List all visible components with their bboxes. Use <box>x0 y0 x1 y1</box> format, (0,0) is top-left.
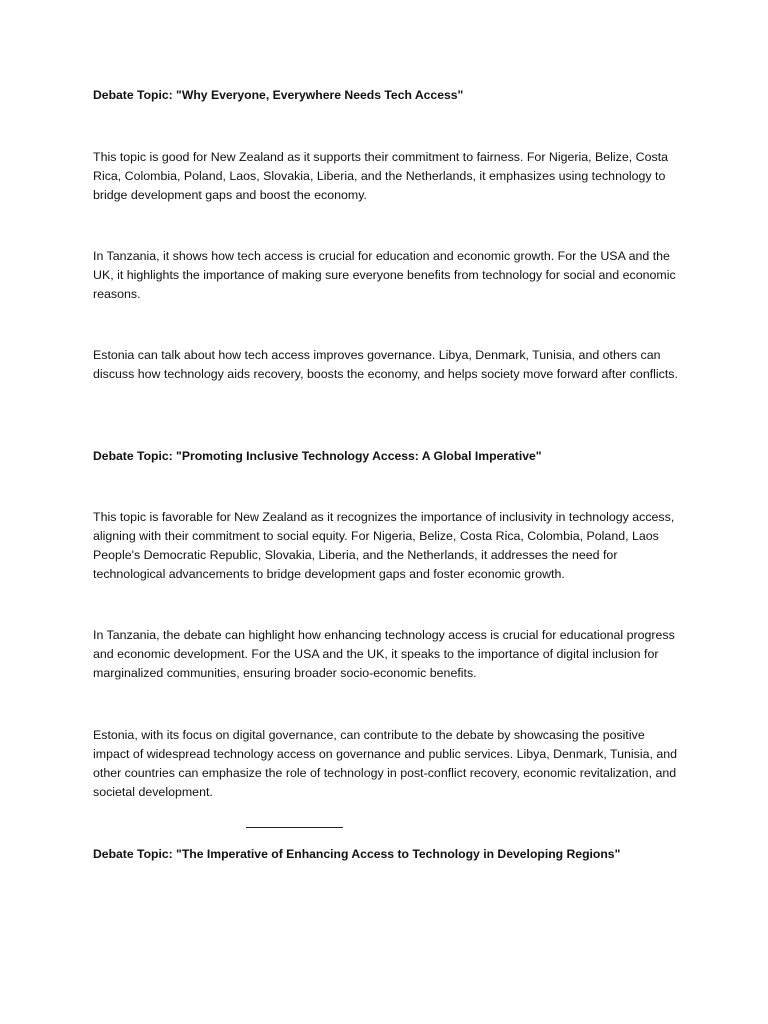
section-2-paragraph-3: Estonia, with its focus on digital governance, can contribute to the debate by showcasing the positive impact of widespread technology access on governance and public services. Libya, Denmark, Tunisia, and other countries can emphasize the role of technology in post-conflict recovery, economic revitalization, and societal development. <box>93 728 678 799</box>
section-1-paragraph-3: Estonia can talk about how tech access improves governance. Libya, Denmark, Tunisia, and others can discuss how technology aids recovery, boosts the economy, and helps society move forward after conflicts. <box>93 348 678 381</box>
section-2-heading: Debate Topic: "Promoting Inclusive Technology Access: A Global Imperative" <box>93 449 542 463</box>
section-2-paragraph-2: In Tanzania, the debate can highlight how enhancing technology access is crucial for educational progress and economic development. For the USA and the UK, it speaks to the importance of digital inclusion for marginalized communities, ensuring broader socio-economic benefits. <box>93 628 675 680</box>
section-1-paragraph-1: This topic is good for New Zealand as it supports their commitment to fairness. For Nigeria, Belize, Costa Rica, Colombia, Poland, Laos, Slovakia, Liberia, and the Netherlands, it emphasizes using technology to bridge development gaps and boost the economy. <box>93 150 669 202</box>
section-1-heading: Debate Topic: "Why Everyone, Everywhere Needs Tech Access" <box>93 88 464 102</box>
section-3-heading: Debate Topic: "The Imperative of Enhancing Access to Technology in Developing Regions" <box>93 847 621 861</box>
section-2-paragraph-1: This topic is favorable for New Zealand as it recognizes the importance of inclusivity in technology access, aligning with their commitment to social equity. For Nigeria, Belize, Costa Rica, Colombia, Poland, Laos People's Democratic Republic, Slovakia, Liberia, and the Netherlands, it addresses the need for technological advancements to bridge development gaps and foster economic growth. <box>93 510 675 581</box>
horizontal-divider <box>246 827 343 828</box>
section-1-paragraph-2: In Tanzania, it shows how tech access is crucial for education and economic growth. For the USA and the UK, it highlights the importance of making sure everyone benefits from technology for social and economic reasons. <box>93 249 676 301</box>
